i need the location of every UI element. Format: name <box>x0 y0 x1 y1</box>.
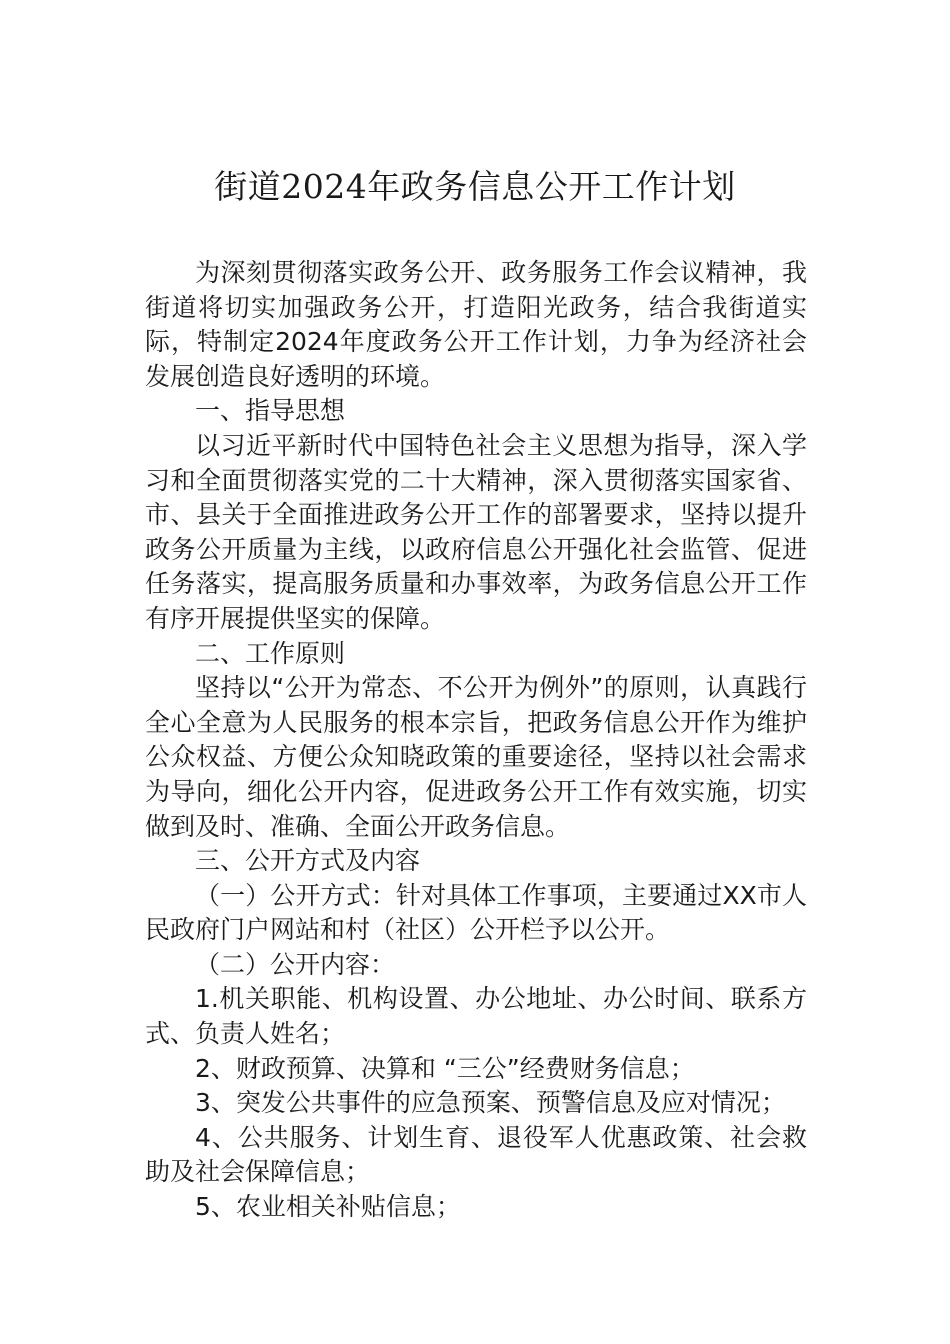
content-list-item: 5、农业相关补贴信息； <box>195 1192 461 1222</box>
intro-paragraph: 为深刻贯彻落实政务公开、政务服务工作会议精神，我街道将切实加强政务公开，打造阳光政务，结合我街道实际，特制定2024年度政务公开工作计划，力争为经济社会发展创造良好透明的环境。 <box>145 258 807 391</box>
content-list-item: 4、公共服务、计划生育、退役军人优惠政策、社会救助及社会保障信息； <box>145 1122 807 1187</box>
work-principles-paragraph: 坚持以“公开为常态、不公开为例外”的原则，认真践行全心全意为人民服务的根本宗旨，把政务信息公开作为维护公众权益、方便公众知晓政策的重要途径，坚持以社会需求为导向，细化公开内容，促进政务公开工作有效实施，切实做到及时、准确、全面公开政务信息。 <box>145 673 807 841</box>
document-body <box>145 256 807 1225</box>
content-list-item: 2、财政预算、决算和 “三公”经费财务信息； <box>195 1053 695 1083</box>
content-list-item: 1.机关职能、机构设置、办公地址、办公时间、联系方式、负责人姓名； <box>145 984 807 1049</box>
document-title: 街道2024年政务信息公开工作计划 <box>214 167 736 206</box>
disclosure-content-heading: （二）公开内容： <box>195 949 396 979</box>
section-heading-disclosure-methods: 三、公开方式及内容 <box>195 846 421 876</box>
section-heading-work-principles: 二、工作原则 <box>195 638 346 668</box>
guiding-ideology-paragraph: 以习近平新时代中国特色社会主义思想为指导，深入学习和全面贯彻落实党的二十大精神，深入贯彻落实国家省、市、县关于全面推进政务公开工作的部署要求，坚持以提升政务公开质量为主线，以政府信息公开强化社会监管、促进任务落实，提高服务质量和办事效率，为政务信息公开工作有序开展提供坚实的保障。 <box>145 430 807 633</box>
disclosure-method-paragraph: （一）公开方式：针对具体工作事项，主要通过XX市人民政府门户网站和村（社区）公开栏予以公开。 <box>145 880 807 945</box>
section-heading-guiding-ideology: 一、指导思想 <box>195 396 346 426</box>
content-list-item: 3、突发公共事件的应急预案、预警信息及应对情况； <box>195 1088 786 1118</box>
